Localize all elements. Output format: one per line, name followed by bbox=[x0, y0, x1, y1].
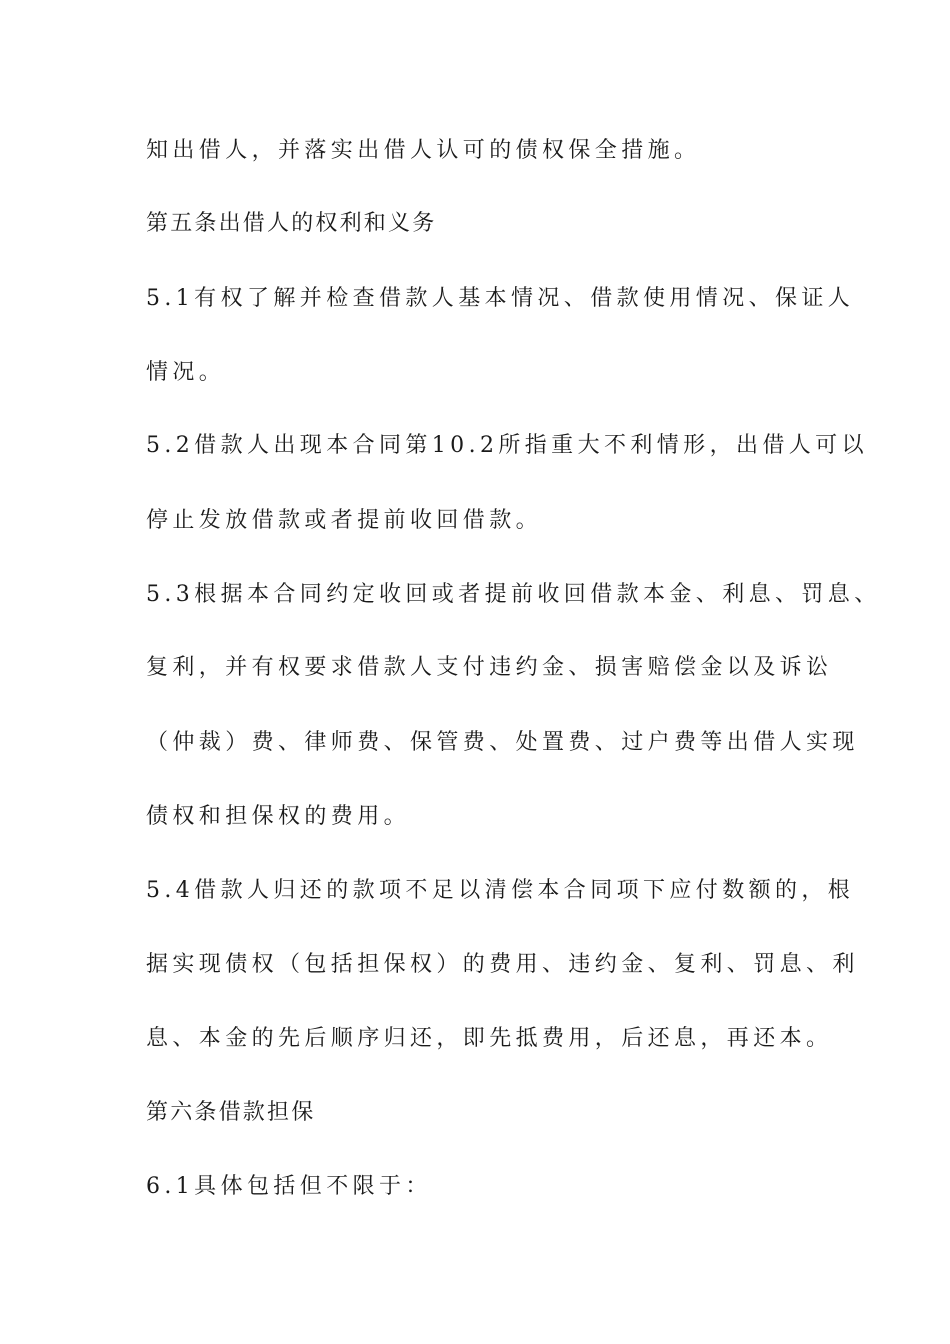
paragraph-line: 情况。 bbox=[146, 360, 226, 385]
paragraph-line: 6.1具体包括但不限于： bbox=[146, 1174, 432, 1199]
section-heading: 第六条借款担保 bbox=[146, 1100, 316, 1125]
paragraph-line: 知出借人，并落实出借人认可的债权保全措施。 bbox=[146, 138, 701, 163]
paragraph-line: 息、本金的先后顺序归还，即先抵费用，后还息，再还本。 bbox=[146, 1026, 833, 1051]
paragraph-line: 复利，并有权要求借款人支付违约金、损害赔偿金以及诉讼 bbox=[146, 655, 833, 680]
paragraph-line: 停止发放借款或者提前收回借款。 bbox=[146, 508, 543, 533]
paragraph-line: 5.4借款人归还的款项不足以清偿本合同项下应付数额的，根 bbox=[146, 878, 855, 903]
paragraph-line: 5.1有权了解并检查借款人基本情况、借款使用情况、保证人 bbox=[146, 286, 855, 311]
paragraph-line: 据实现债权（包括担保权）的费用、违约金、复利、罚息、利 bbox=[146, 952, 859, 977]
paragraph-line: 债权和担保权的费用。 bbox=[146, 804, 411, 829]
paragraph-line: 5.2借款人出现本合同第10.2所指重大不利情形，出借人可以 bbox=[146, 433, 868, 458]
paragraph-line: （仲裁）费、律师费、保管费、处置费、过户费等出借人实现 bbox=[146, 730, 859, 755]
paragraph-line: 5.3根据本合同约定收回或者提前收回借款本金、利息、罚息、 bbox=[146, 582, 881, 607]
section-heading: 第五条出借人的权利和义务 bbox=[146, 211, 437, 236]
